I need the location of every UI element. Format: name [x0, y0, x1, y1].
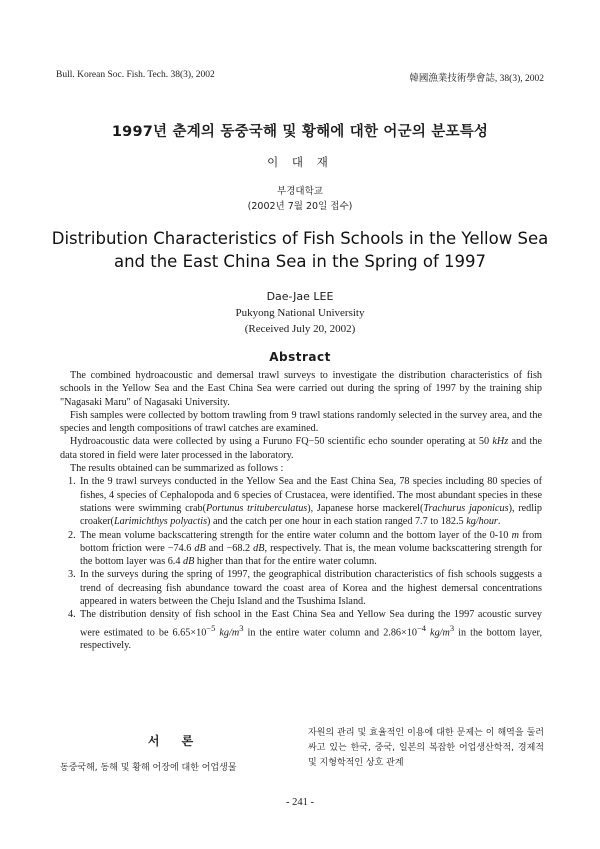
introduction-heading: 서 론: [147, 734, 203, 748]
english-author: Dae-Jae LEE: [266, 290, 334, 303]
abstract-paragraph: Fish samples were collected by bottom trawling from 9 trawl stations randomly selected in the survey area, and the species and length compositions of trawl catches are examined.: [60, 409, 542, 435]
abstract-paragraph: The combined hydroacoustic and demersal trawl surveys to investigate the distribution characteristics of fish schools in the Yellow Sea and the East China Sea were carried out during the spring of 1997 by the training ship "Nagasaki Maru" of Nagasaki University.: [60, 370, 542, 408]
results-list: [60, 475, 542, 652]
list-item: 4. The distribution density of fish school in the East China Sea and Yellow Sea during the 1997 acoustic survey were estimated to be $6.65\times 10^{-5}$ $kg/m^3$ in the entire water column and $2.86\times 10^{-4}$ $kg/m^3$ in the bottom layer, respectively.: [68, 609, 543, 652]
list-item: 3. In the surveys during the spring of 1997, the geographical distribution characteristics of fish schools suggests a trend of decreasing fish abundance toward the coast area of Korea and the highest demersal concentrations appeared in waters between the Cheju Island and the Tsushima Island.: [68, 569, 542, 608]
list-item: 1. In the 9 trawl surveys conducted in the Yellow Sea and the East China Sea, 78 species including 80 species of fishes, 4 species of Cephalopoda and 6 species of Crustacea, were identified. The most abundant species in these stations were swimming crab(Portunus trituberculatus), Japanese horse mackerel(Trachurus japonicus), redlip croaker(Larimichthys polyactis) and the catch per one hour in each station ranged 7.7 to 182.5 kg/hour.: [68, 476, 543, 528]
abstract-paragraph: The results obtained can be summarized as follows :: [70, 463, 284, 475]
page-number: - 241 -: [286, 797, 314, 808]
intro-right-column: 자원의 관리 및 효율적인 이용에 대한 문제는 이 해역을 둘러싸고 있는 한국, 중국, 일본의 복잡한 어업생산학적, 경제적 및 지형학적인 상호 관계: [308, 728, 544, 768]
korean-title: 1997년 춘계의 동중국해 및 황해에 대한 어군의 분포특성: [111, 124, 489, 140]
journal-header-english: Bull. Korean Soc. Fish. Tech. 38(3), 2002: [56, 70, 215, 80]
list-item: 2. The mean volume backscattering strength for the entire water column and the bottom layer of the 0-10 m from bottom friction were −74.6 dB and −68.2 dB, respectively. That is, the mean volume backscattering strength for the bottom layer was 6.4 dB higher than that for the entire water column.: [68, 529, 542, 568]
english-title: Distribution Characteristics of Fish Schools in the Yellow Sea and the East China Sea in the Spring of 1997: [51, 229, 549, 271]
english-affiliation: Pukyong National University: [235, 307, 365, 319]
korean-author: 이 대 재: [267, 155, 333, 169]
korean-received-date: (2002년 7월 20일 접수): [247, 201, 353, 212]
korean-affiliation: 부경대학교: [277, 186, 323, 197]
journal-header-korean: 韓國漁業技術學會誌, 38(3), 2002: [409, 74, 544, 84]
english-received-date: (Received July 20, 2002): [244, 323, 356, 335]
intro-left-column: [60, 732, 290, 776]
intro-left-text: 동중국해, 동해 및 황해 어장에 대한 어업생물: [60, 763, 237, 773]
abstract-paragraph: Hydroacoustic data were collected by using a Furuno FQ−50 scientific echo sounder operating at 50 kHz and the data stored in field were later processed in the laboratory.: [60, 436, 542, 461]
abstract-heading: Abstract: [269, 350, 331, 364]
abstract-body: [60, 369, 542, 653]
